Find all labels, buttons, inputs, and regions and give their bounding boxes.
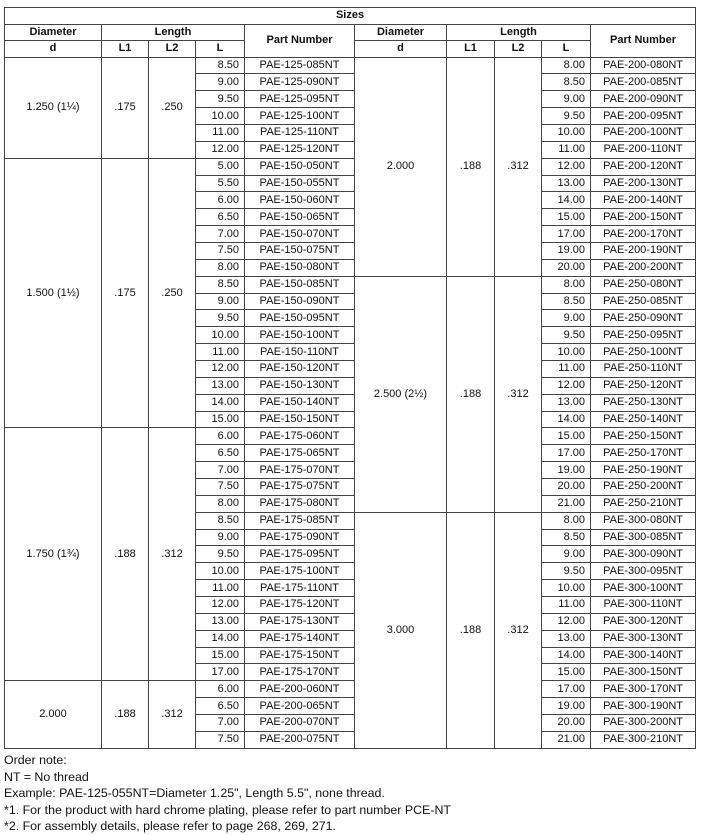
- table-title: Sizes: [5, 8, 696, 25]
- part-number-cell-right: PAE-250-210NT: [591, 495, 696, 512]
- length-l-cell-left: 9.50: [196, 310, 245, 327]
- part-number-cell-left: PAE-175-070NT: [245, 462, 355, 479]
- length-l-cell-right: 11.00: [542, 360, 591, 377]
- part-number-cell-right: PAE-200-100NT: [591, 124, 696, 141]
- length-l-cell-left: 12.00: [196, 597, 245, 614]
- length-l-cell-right: 19.00: [542, 462, 591, 479]
- l1-cell-right: .188: [447, 276, 495, 512]
- header-length-right: Length: [447, 24, 591, 41]
- length-l-cell-left: 10.00: [196, 327, 245, 344]
- header-l2-left: L2: [149, 41, 196, 58]
- diameter-cell-left: 2.000: [5, 681, 102, 749]
- header-d-right: d: [355, 41, 447, 58]
- l2-cell-left: .312: [149, 681, 196, 749]
- length-l-cell-right: 8.00: [542, 512, 591, 529]
- length-l-cell-right: 10.00: [542, 580, 591, 597]
- part-number-cell-left: PAE-150-055NT: [245, 175, 355, 192]
- part-number-cell-right: PAE-300-085NT: [591, 529, 696, 546]
- length-l-cell-right: 9.00: [542, 91, 591, 108]
- part-number-cell-right: PAE-200-080NT: [591, 57, 696, 74]
- length-l-cell-right: 11.00: [542, 597, 591, 614]
- length-l-cell-right: 9.50: [542, 108, 591, 125]
- header-diameter-right: Diameter: [355, 24, 447, 41]
- part-number-cell-right: PAE-200-140NT: [591, 192, 696, 209]
- l2-cell-left: .250: [149, 57, 196, 158]
- part-number-cell-right: PAE-250-090NT: [591, 310, 696, 327]
- length-l-cell-right: 17.00: [542, 445, 591, 462]
- part-number-cell-left: PAE-175-080NT: [245, 495, 355, 512]
- length-l-cell-right: 20.00: [542, 478, 591, 495]
- order-notes: [4, 752, 696, 835]
- length-l-cell-left: 7.50: [196, 478, 245, 495]
- diameter-cell-left: 1.750 (1¾): [5, 428, 102, 681]
- part-number-cell-left: PAE-175-170NT: [245, 664, 355, 681]
- part-number-cell-left: PAE-150-065NT: [245, 209, 355, 226]
- part-number-cell-left: PAE-125-120NT: [245, 141, 355, 158]
- part-number-cell-left: PAE-175-095NT: [245, 546, 355, 563]
- length-l-cell-right: 14.00: [542, 647, 591, 664]
- length-l-cell-right: 14.00: [542, 192, 591, 209]
- part-number-cell-left: PAE-150-120NT: [245, 360, 355, 377]
- length-l-cell-right: 12.00: [542, 613, 591, 630]
- part-number-cell-left: PAE-175-100NT: [245, 563, 355, 580]
- length-l-cell-left: 9.50: [196, 91, 245, 108]
- length-l-cell-left: 14.00: [196, 394, 245, 411]
- part-number-cell-left: PAE-150-110NT: [245, 344, 355, 361]
- part-number-cell-right: PAE-300-080NT: [591, 512, 696, 529]
- length-l-cell-left: 10.00: [196, 108, 245, 125]
- length-l-cell-left: 15.00: [196, 411, 245, 428]
- length-l-cell-left: 17.00: [196, 664, 245, 681]
- part-number-cell-right: PAE-300-150NT: [591, 664, 696, 681]
- part-number-cell-left: PAE-150-095NT: [245, 310, 355, 327]
- part-number-cell-left: PAE-175-065NT: [245, 445, 355, 462]
- header-l2-right: L2: [495, 41, 542, 58]
- part-number-cell-right: PAE-200-170NT: [591, 226, 696, 243]
- length-l-cell-left: 7.00: [196, 462, 245, 479]
- length-l-cell-left: 11.00: [196, 124, 245, 141]
- part-number-cell-left: PAE-150-075NT: [245, 242, 355, 259]
- part-number-cell-left: PAE-175-090NT: [245, 529, 355, 546]
- part-number-cell-right: PAE-300-110NT: [591, 597, 696, 614]
- header-l-left: L: [196, 41, 245, 58]
- part-number-cell-right: PAE-200-095NT: [591, 108, 696, 125]
- length-l-cell-left: 14.00: [196, 630, 245, 647]
- length-l-cell-right: 12.00: [542, 158, 591, 175]
- part-number-cell-left: PAE-150-080NT: [245, 259, 355, 276]
- length-l-cell-right: 17.00: [542, 226, 591, 243]
- length-l-cell-right: 9.00: [542, 310, 591, 327]
- part-number-cell-right: PAE-200-110NT: [591, 141, 696, 158]
- part-number-cell-left: PAE-175-140NT: [245, 630, 355, 647]
- l2-cell-left: .312: [149, 428, 196, 681]
- order-example: Example: PAE-125-055NT=Diameter 1.25", Length 5.5", none thread.: [4, 786, 385, 801]
- length-l-cell-right: 17.00: [542, 681, 591, 698]
- part-number-cell-right: PAE-250-200NT: [591, 478, 696, 495]
- part-number-cell-left: PAE-175-075NT: [245, 478, 355, 495]
- diameter-cell-right: 2.000: [355, 57, 447, 276]
- length-l-cell-right: 8.50: [542, 74, 591, 91]
- header-l1-left: L1: [102, 41, 149, 58]
- part-number-cell-right: PAE-300-200NT: [591, 715, 696, 732]
- part-number-cell-right: PAE-300-090NT: [591, 546, 696, 563]
- part-number-cell-left: PAE-175-130NT: [245, 613, 355, 630]
- length-l-cell-right: 9.50: [542, 563, 591, 580]
- length-l-cell-right: 8.50: [542, 529, 591, 546]
- part-number-cell-left: PAE-150-070NT: [245, 226, 355, 243]
- table-body: [5, 57, 696, 749]
- length-l-cell-right: 13.00: [542, 630, 591, 647]
- table-row: [5, 681, 696, 698]
- length-l-cell-right: 13.00: [542, 394, 591, 411]
- part-number-cell-right: PAE-200-090NT: [591, 91, 696, 108]
- part-number-cell-right: PAE-200-200NT: [591, 259, 696, 276]
- length-l-cell-left: 6.00: [196, 428, 245, 445]
- length-l-cell-left: 7.00: [196, 715, 245, 732]
- part-number-cell-left: PAE-150-150NT: [245, 411, 355, 428]
- length-l-cell-left: 7.50: [196, 731, 245, 748]
- part-number-cell-left: PAE-200-075NT: [245, 731, 355, 748]
- length-l-cell-left: 10.00: [196, 563, 245, 580]
- diameter-cell-right: 2.500 (2½): [355, 276, 447, 512]
- part-number-cell-right: PAE-250-170NT: [591, 445, 696, 462]
- length-l-cell-right: 8.00: [542, 276, 591, 293]
- length-l-cell-left: 9.00: [196, 529, 245, 546]
- part-number-cell-right: PAE-300-210NT: [591, 731, 696, 748]
- length-l-cell-left: 7.50: [196, 242, 245, 259]
- part-number-cell-left: PAE-150-100NT: [245, 327, 355, 344]
- length-l-cell-right: 8.00: [542, 57, 591, 74]
- part-number-cell-right: PAE-250-120NT: [591, 377, 696, 394]
- length-l-cell-right: 14.00: [542, 411, 591, 428]
- l1-cell-right: .188: [447, 57, 495, 276]
- length-l-cell-left: 11.00: [196, 344, 245, 361]
- part-number-cell-left: PAE-150-085NT: [245, 276, 355, 293]
- length-l-cell-left: 12.00: [196, 141, 245, 158]
- part-number-cell-right: PAE-250-150NT: [591, 428, 696, 445]
- part-number-cell-right: PAE-300-130NT: [591, 630, 696, 647]
- diameter-cell-left: 1.250 (1¼): [5, 57, 102, 158]
- part-number-cell-right: PAE-250-100NT: [591, 344, 696, 361]
- length-l-cell-left: 5.50: [196, 175, 245, 192]
- length-l-cell-right: 19.00: [542, 698, 591, 715]
- header-d-left: d: [5, 41, 102, 58]
- part-number-cell-left: PAE-200-060NT: [245, 681, 355, 698]
- part-number-cell-right: PAE-200-130NT: [591, 175, 696, 192]
- part-number-cell-right: PAE-300-100NT: [591, 580, 696, 597]
- length-l-cell-left: 13.00: [196, 613, 245, 630]
- length-l-cell-left: 8.50: [196, 512, 245, 529]
- l1-cell-left: .175: [102, 158, 149, 428]
- length-l-cell-left: 9.00: [196, 293, 245, 310]
- length-l-cell-left: 9.00: [196, 74, 245, 91]
- part-number-cell-left: PAE-125-110NT: [245, 124, 355, 141]
- length-l-cell-right: 21.00: [542, 731, 591, 748]
- length-l-cell-left: 11.00: [196, 580, 245, 597]
- length-l-cell-left: 9.50: [196, 546, 245, 563]
- length-l-cell-right: 21.00: [542, 495, 591, 512]
- length-l-cell-left: 6.00: [196, 681, 245, 698]
- l1-cell-left: .175: [102, 57, 149, 158]
- sizes-table: [4, 7, 696, 749]
- length-l-cell-right: 9.50: [542, 327, 591, 344]
- length-l-cell-left: 5.00: [196, 158, 245, 175]
- part-number-cell-left: PAE-150-140NT: [245, 394, 355, 411]
- part-number-cell-right: PAE-250-080NT: [591, 276, 696, 293]
- part-number-cell-right: PAE-200-120NT: [591, 158, 696, 175]
- part-number-cell-left: PAE-200-065NT: [245, 698, 355, 715]
- l2-cell-right: .312: [495, 57, 542, 276]
- length-l-cell-right: 8.50: [542, 293, 591, 310]
- part-number-cell-left: PAE-150-090NT: [245, 293, 355, 310]
- part-number-cell-left: PAE-175-120NT: [245, 597, 355, 614]
- part-number-cell-right: PAE-250-110NT: [591, 360, 696, 377]
- length-l-cell-right: 15.00: [542, 664, 591, 681]
- header-l1-right: L1: [447, 41, 495, 58]
- part-number-cell-right: PAE-300-140NT: [591, 647, 696, 664]
- length-l-cell-right: 20.00: [542, 715, 591, 732]
- part-number-cell-left: PAE-175-085NT: [245, 512, 355, 529]
- note-assembly-pages: *2. For assembly details, please refer to page 268, 269, 271.: [4, 819, 336, 834]
- length-l-cell-left: 8.00: [196, 259, 245, 276]
- length-l-cell-right: 15.00: [542, 428, 591, 445]
- nt-definition: NT = No thread: [4, 769, 89, 784]
- part-number-cell-left: PAE-150-130NT: [245, 377, 355, 394]
- part-number-cell-left: PAE-125-095NT: [245, 91, 355, 108]
- part-number-cell-right: PAE-250-130NT: [591, 394, 696, 411]
- part-number-cell-right: PAE-300-095NT: [591, 563, 696, 580]
- part-number-cell-left: PAE-150-060NT: [245, 192, 355, 209]
- length-l-cell-left: 13.00: [196, 377, 245, 394]
- table-row: [5, 428, 696, 445]
- l2-cell-right: .312: [495, 512, 542, 748]
- part-number-cell-right: PAE-200-150NT: [591, 209, 696, 226]
- part-number-cell-left: PAE-150-050NT: [245, 158, 355, 175]
- table-row: [5, 57, 696, 74]
- length-l-cell-right: 13.00: [542, 175, 591, 192]
- note-hard-chrome: *1. For the product with hard chrome plating, please refer to part number PCE-NT: [4, 802, 451, 817]
- part-number-cell-right: PAE-250-140NT: [591, 411, 696, 428]
- l2-cell-left: .250: [149, 158, 196, 428]
- l2-cell-right: .312: [495, 276, 542, 512]
- part-number-cell-left: PAE-125-090NT: [245, 74, 355, 91]
- header-length-left: Length: [102, 24, 245, 41]
- header-part-number-right: Part Number: [591, 24, 696, 57]
- length-l-cell-left: 6.50: [196, 445, 245, 462]
- length-l-cell-right: 11.00: [542, 141, 591, 158]
- part-number-cell-left: PAE-175-060NT: [245, 428, 355, 445]
- length-l-cell-left: 6.00: [196, 192, 245, 209]
- length-l-cell-left: 6.50: [196, 209, 245, 226]
- table-row: [5, 158, 696, 175]
- length-l-cell-left: 15.00: [196, 647, 245, 664]
- part-number-cell-right: PAE-250-095NT: [591, 327, 696, 344]
- length-l-cell-left: 8.50: [196, 57, 245, 74]
- part-number-cell-right: PAE-300-190NT: [591, 698, 696, 715]
- length-l-cell-left: 8.50: [196, 276, 245, 293]
- header-l-right: L: [542, 41, 591, 58]
- diameter-cell-left: 1.500 (1½): [5, 158, 102, 428]
- length-l-cell-right: 10.00: [542, 124, 591, 141]
- part-number-cell-right: PAE-250-190NT: [591, 462, 696, 479]
- part-number-cell-left: PAE-200-070NT: [245, 715, 355, 732]
- order-note-heading: Order note:: [4, 753, 67, 767]
- length-l-cell-right: 9.00: [542, 546, 591, 563]
- part-number-cell-right: PAE-300-120NT: [591, 613, 696, 630]
- length-l-cell-left: 12.00: [196, 360, 245, 377]
- header-part-number-left: Part Number: [245, 24, 355, 57]
- part-number-cell-right: PAE-300-170NT: [591, 681, 696, 698]
- l1-cell-left: .188: [102, 428, 149, 681]
- length-l-cell-right: 10.00: [542, 344, 591, 361]
- part-number-cell-left: PAE-175-150NT: [245, 647, 355, 664]
- part-number-cell-right: PAE-200-085NT: [591, 74, 696, 91]
- part-number-cell-right: PAE-250-085NT: [591, 293, 696, 310]
- diameter-cell-right: 3.000: [355, 512, 447, 748]
- length-l-cell-left: 8.00: [196, 495, 245, 512]
- length-l-cell-right: 19.00: [542, 242, 591, 259]
- length-l-cell-right: 20.00: [542, 259, 591, 276]
- part-number-cell-right: PAE-200-190NT: [591, 242, 696, 259]
- header-diameter-left: Diameter: [5, 24, 102, 41]
- part-number-cell-left: PAE-175-110NT: [245, 580, 355, 597]
- length-l-cell-right: 15.00: [542, 209, 591, 226]
- part-number-cell-left: PAE-125-100NT: [245, 108, 355, 125]
- length-l-cell-right: 12.00: [542, 377, 591, 394]
- length-l-cell-left: 7.00: [196, 226, 245, 243]
- l1-cell-right: .188: [447, 512, 495, 748]
- part-number-cell-left: PAE-125-085NT: [245, 57, 355, 74]
- l1-cell-left: .188: [102, 681, 149, 749]
- length-l-cell-left: 6.50: [196, 698, 245, 715]
